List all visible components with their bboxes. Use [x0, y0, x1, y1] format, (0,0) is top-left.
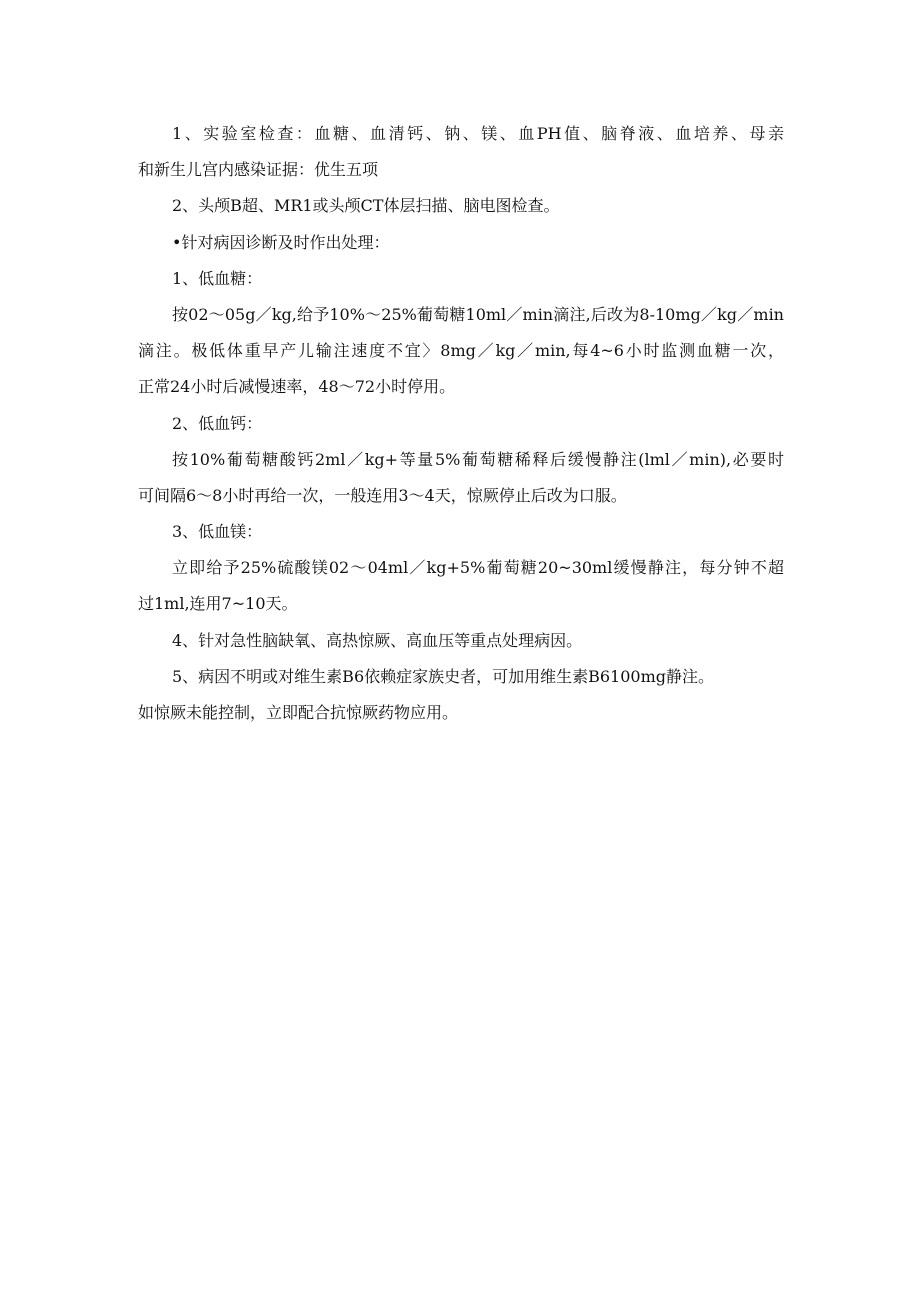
hypomagnesemia-paragraph-line-2: 过1ml,连用7~10天。 [138, 594, 298, 614]
hypomagnesemia-paragraph-line-1: 立即给予25%硫酸镁02～04ml／kg+5%葡萄糖20~30ml缓慢静注，每分钟不超 [172, 558, 784, 578]
hypoglycemia-paragraph-line-3: 正常24小时后减慢速率，48～72小时停用。 [138, 377, 456, 397]
imaging-item: 2、头颅B超、MR1或头颅CT体层扫描、脑电图检查。 [172, 196, 560, 216]
anticonvulsant-note: 如惊厥未能控制，立即配合抗惊厥药物应用。 [138, 703, 459, 722]
hypomagnesemia-heading: 3、低血镁： [172, 522, 263, 542]
hypoglycemia-paragraph-line-1: 按02～05g／kg,给予10%～25%葡萄糖10ml／min滴注,后改为8-10mg／kg／min [172, 304, 784, 324]
hypocalcemia-paragraph-line-1: 按10%葡萄糖酸钙2ml／kg+等量5%葡萄糖稀释后缓慢静注(lml／min),必要时 [172, 449, 784, 469]
etiology-item-4: 4、针对急性脑缺氧、高热惊厥、高血压等重点处理病因。 [172, 630, 583, 650]
hypoglycemia-paragraph-line-2: 滴注。极低体重早产儿输注速度不宜〉8mg／kg／min,每4~6小时监测血糖一次， [138, 341, 784, 361]
treatment-heading: •针对病因诊断及时作出处理： [172, 232, 390, 252]
etiology-item-5: 5、病因不明或对维生素B6依赖症家族史者，可加用维生素B6100mg静注。 [172, 666, 715, 686]
document-body [138, 116, 784, 731]
lab-tests-item: 1、实验室检查：血糖、血清钙、钠、镁、血PH值、脑脊液、血培养、母亲 [172, 124, 784, 143]
hypoglycemia-heading: 1、低血糖： [172, 268, 263, 288]
lab-tests-item-continued: 和新生儿宫内感染证据：优生五项 [138, 160, 379, 180]
hypocalcemia-paragraph-line-2: 可间隔6～8小时再给一次，一般连用3～4天，惊厥停止后改为口服。 [138, 485, 627, 505]
hypocalcemia-heading: 2、低血钙： [172, 413, 263, 433]
